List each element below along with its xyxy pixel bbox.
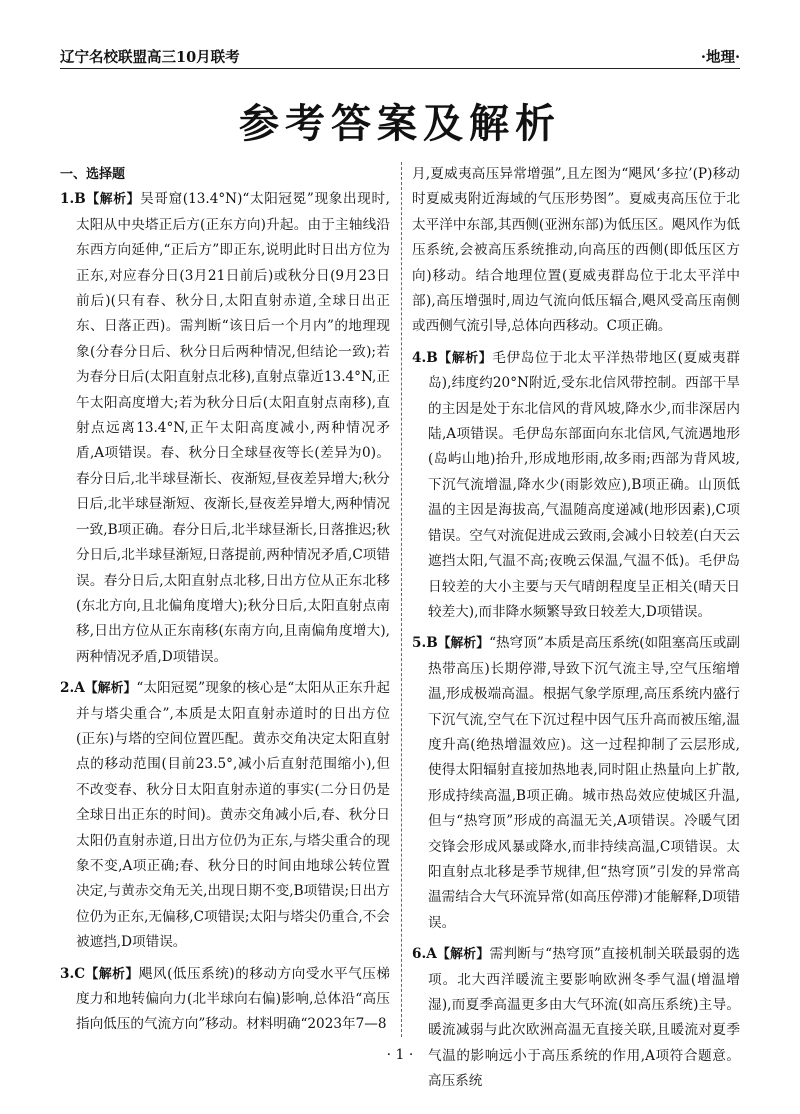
answer-number: 4.B (412, 349, 438, 366)
analysis-tag: 【解析】 (84, 681, 137, 697)
answer-continuation: 月,夏威夷高压异常增强”,且左图为“飓风‘多拉’(P)移动时夏威夷附近海域的气压形势图”。夏威夷高压位于北太平洋中东部,其西侧(亚洲东部)为低压区。飓风作为低压系统,会被高压系统推动,向高压的西侧(即低压区方向)移动。结合地理位置(夏威夷群岛位于北太平洋中部),高压增强时,周边气流向低压辐合,飓风受高压南侧或西侧气流引导,总体向西移动。C项正确。 (412, 166, 740, 335)
answer-number: 5.B (412, 635, 438, 652)
left-column (60, 162, 390, 1044)
analysis-tag: 【解析】 (85, 192, 141, 208)
analysis-tag: 【解析】 (85, 966, 139, 982)
analysis-tag: 【解析】 (437, 350, 493, 366)
answer-item (412, 631, 740, 936)
page-header (60, 44, 740, 69)
answer-number: 3.C (60, 965, 86, 982)
answer-text: 飓风(低压系统)的移动方向受水平气压梯度力和地转偏向力(北半球向右偏)影响,总体沿“高压指向低压的气流方向”移动。材料明确“2023年7—8 (76, 965, 391, 1033)
answer-text: “太阳冠冕”现象的核心是“太阳从正东升起并与塔尖重合”,本质是太阳直射赤道时的日出方位(正东)与塔的空间位置匹配。黄赤交角决定太阳直射点的移动范围(目前23.5°,减小后直射范围缩小),但不改变春、秋分日太阳直射赤道的事实(二分日仍是全球日出正东的时间)。黄赤交角减小后,春、秋分日太阳仍直射赤道,日出方位仍为正东,与塔尖重合的现象不变,A项正确;春、秋分日的时间由地球公转位置决定,与黄赤交角无关,出现日期不变,B项错误;日出方位仍为正东,无偏移,C项错误;太阳与塔尖仍重合,不会被遮挡,D项错误。 (76, 680, 391, 951)
analysis-tag: 【解析】 (436, 947, 490, 963)
subject-label: ·地理· (700, 49, 740, 66)
answer-text: “热穹顶”本质是高压系统(如阻塞高压或副热带高压)长期停滞,导致下沉气流主导,空气压缩增温,形成极端高温。根据气象学原理,高压系统内盛行下沉气流,空气在下沉过程中因气压升高而被压缩,温度升高(绝热增温效应)。这一过程抑制了云层形成,使得太阳辐射直接加热地表,同时阻止热量向上扩散,形成持续高温,B项正确。城市热岛效应使城区升温,但与“热穹顶”形成的高温无关,A项错误。冷暖气团交锋会形成风暴或降水,而非持续高温,C项错误。太阳直射点北移是季节规律,但“热穹顶”引发的异常高温需结合大气环流异常(如高压停滞)才能解释,D项错误。 (428, 635, 741, 931)
page-number: · 1 · (386, 1047, 414, 1063)
exam-title: 辽宁名校联盟高三10月联考 (60, 49, 240, 66)
answer-item (60, 676, 390, 955)
answer-number: 6.A (412, 946, 437, 963)
answer-item (412, 942, 740, 1094)
answer-item (60, 962, 390, 1038)
analysis-tag: 【解析】 (437, 636, 490, 652)
answer-number: 1.B (60, 191, 86, 208)
answer-item (412, 346, 740, 625)
answer-text: 需判断与“热穹顶”直接机制关联最弱的选项。北大西洋暖流主要影响欧洲冬季气温(增温增湿),而夏季高温更多由大气环流(如高压系统)主导。暖流减弱与此次欧洲高温无直接关联,且暖流对夏季气温的影响远小于高压系统的作用,A项符合题意。高压系统 (428, 946, 741, 1090)
right-column (412, 162, 740, 1101)
page-title: 参考答案及解析 (239, 101, 561, 147)
answer-text: 毛伊岛位于北太平洋热带地区(夏威夷群岛),纬度约20°N附近,受东北信风带控制。西部干旱的主因是处于东北信风的背风坡,降水少,而非深居内陆,A项错误。毛伊岛东部面向东北信风,气流遇地形(岛屿山地)抬升,形成地形雨,故多雨;西部为背风坡,下沉气流增温,降水少(雨影效应),B项正确。山顶低温的主因是海拔高,气温随高度递减(地形因素),C项错误。空气对流促进成云致雨,会减小日较差(白天云遮挡太阳,气温不高;夜晚云保温,气温不低)。毛伊岛日较差的大小主要与天气晴朗程度呈正相关(晴天日较差大),而非降水频繁导致日较差大,D项错误。 (428, 349, 741, 620)
answer-number: 2.A (60, 680, 85, 697)
section-heading: 一、选择题 (60, 167, 126, 182)
answer-text: 吴哥窟(13.4°N)“太阳冠冕”现象出现时,太阳从中央塔正后方(正东方向)升起。由于主轴线沿东西方向延伸,“正后方”即正东,说明此时日出方位为正东,对应春分日(3月21日前后)或秋分日(9月23日前后)(只有春、秋分日,太阳直射赤道,全球日出正东、日落正西)。需判断“该日后一个月内”的地理现象(分春分日后、秋分日后两种情况,但结论一致);若为春分日后(太阳直射点北移),直射点靠近13.4°N,正午太阳高度增大;若为秋分日后(太阳直射点南移),直射点远离13.4°N,正午太阳高度减小,两种情况矛盾,A项错误。春、秋分日全球昼夜等长(差异为0)。春分日后,北半球昼渐长、夜渐短,昼夜差异增大;秋分日后,北半球昼渐短、夜渐长,昼夜差异增大,两种情况一致,B项正确。春分日后,北半球昼渐长,日落推迟;秋分日后,北半球昼渐短,日落提前,两种情况矛盾,C项错误。春分日后,太阳直射点北移,日出方位从正东北移(东北方向,且北偏角度增大);秋分日后,太阳直射点南移,日出方位从正东南移(东南方向,且南偏角度增大),两种情况矛盾,D项错误。 (76, 191, 390, 665)
column-divider (401, 162, 402, 1037)
answer-item (60, 187, 390, 670)
